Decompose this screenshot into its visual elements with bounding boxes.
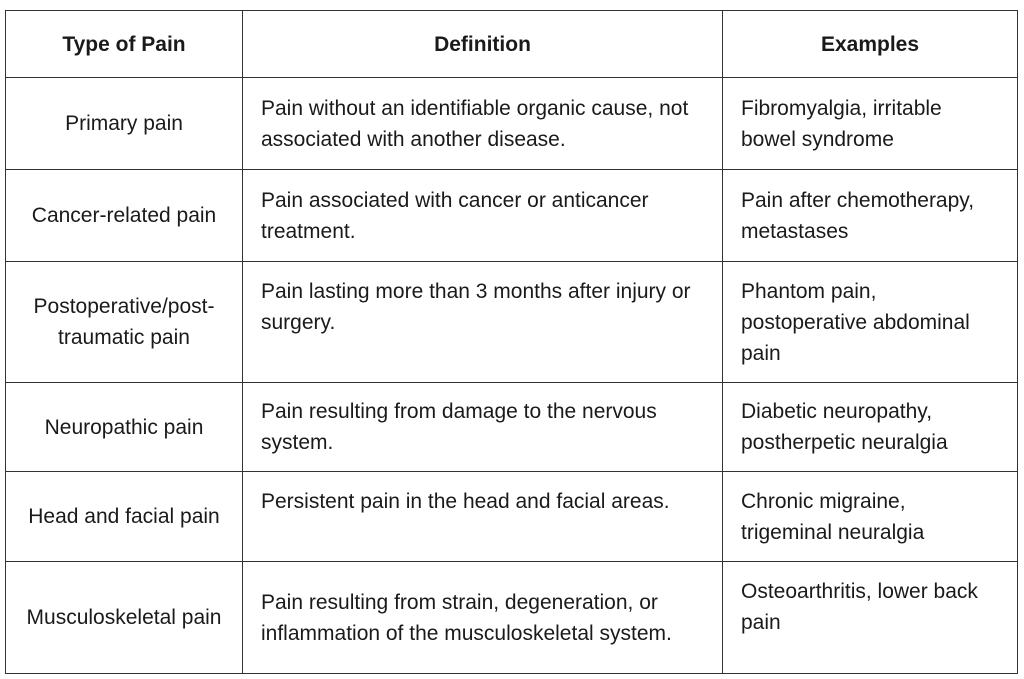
cell-definition: Persistent pain in the head and facial areas. xyxy=(243,472,723,562)
cell-type: Musculoskeletal pain xyxy=(6,562,243,674)
cell-definition: Pain resulting from damage to the nervous system. xyxy=(243,383,723,472)
cell-definition: Pain without an identifiable organic cause, not associated with another disease. xyxy=(243,78,723,170)
table-row xyxy=(6,78,1018,170)
cell-definition: Pain lasting more than 3 months after injury or surgery. xyxy=(243,262,723,383)
cell-examples: Phantom pain, postoperative abdominal pain xyxy=(723,262,1018,383)
table-body xyxy=(6,78,1018,674)
header-examples: Examples xyxy=(723,11,1018,78)
cell-definition: Pain resulting from strain, degeneration, or inflammation of the musculoskeletal system. xyxy=(243,562,723,674)
pain-types-table xyxy=(5,10,1018,674)
cell-type: Head and facial pain xyxy=(6,472,243,562)
cell-examples: Osteoarthritis, lower back pain xyxy=(723,562,1018,674)
table-row xyxy=(6,262,1018,383)
cell-type: Neuropathic pain xyxy=(6,383,243,472)
cell-examples: Diabetic neuropathy, postherpetic neuralgia xyxy=(723,383,1018,472)
table-row xyxy=(6,170,1018,262)
cell-examples: Pain after chemotherapy, metastases xyxy=(723,170,1018,262)
header-row xyxy=(6,11,1018,78)
cell-examples: Chronic migraine, trigeminal neuralgia xyxy=(723,472,1018,562)
header-type-of-pain: Type of Pain xyxy=(6,11,243,78)
cell-type: Cancer-related pain xyxy=(6,170,243,262)
cell-type: Postoperative/post-traumatic pain xyxy=(6,262,243,383)
table-row xyxy=(6,562,1018,674)
header-definition: Definition xyxy=(243,11,723,78)
cell-type: Primary pain xyxy=(6,78,243,170)
table-header xyxy=(6,11,1018,78)
cell-examples: Fibromyalgia, irritable bowel syndrome xyxy=(723,78,1018,170)
table-row xyxy=(6,472,1018,562)
table-row xyxy=(6,383,1018,472)
cell-definition: Pain associated with cancer or anticancer treatment. xyxy=(243,170,723,262)
